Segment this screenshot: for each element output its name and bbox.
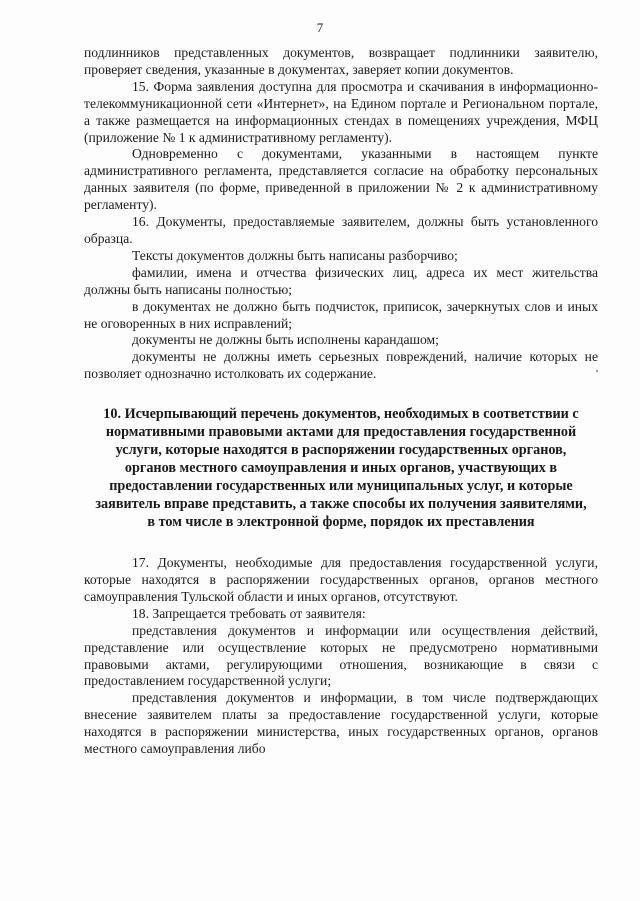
requirement-no-pencil: документы не должны быть исполнены карандашом; [132, 332, 439, 348]
paragraph-continuation: подлинников представленных документов, возвращает подлинники заявителю, проверяет сведения, указанные в документах, заверяет копии документов. [84, 45, 598, 77]
scan-speck [596, 370, 598, 372]
bottom-section [84, 555, 598, 758]
requirement-legible: Тексты документов должны быть написаны разборчиво; [132, 247, 458, 263]
requirement-no-damage: документы не должны иметь серьезных повреждений, наличие которых не позволяет однозначно истолковать их содержание. [84, 349, 598, 382]
paragraph-consent: Одновременно с документами, указанными в настоящем пункте административного регламента, представляется согласие на обработку персональных данных заявителя (по форме, приведенной в приложении № 2 к административному регламенту). [84, 146, 598, 213]
page-number: 7 [316, 20, 324, 35]
paragraph-18: 18. Запрещается требовать от заявителя: [132, 605, 366, 621]
paragraph-17: 17. Документы, необходимые для предоставления государственной услуги, которые находятся в распоряжении государственных органов, органов местного самоуправления Тульской области и иных органов, отсутствуют. [84, 555, 598, 604]
section-heading-10: 10. Исчерпывающий перечень документов, необходимых в соответствии с нормативными правовыми актами для предоставления государственной услуги, которые находятся в распоряжении государственных органов, органов местного самоуправления и иных органов, участвующих в предоставлении государственных или муниципальных услуг, и которые заявитель вправе представить, а также способы их получения заявителями, в том числе в электронной форме, порядок их преставления [95, 406, 587, 531]
paragraph-16: 16. Документы, предоставляемые заявителем, должны быть установленного образца. [84, 214, 598, 246]
paragraph-15: 15. Форма заявления доступна для просмотра и скачивания в информационно-телекоммуникационной сети «Интернет», на Едином портале и Региональном портале, а также размещается на информационных стендах в помещениях учреждения, МФЦ (приложение № 1 к административному регламенту). [84, 78, 598, 145]
prohibition-extra-documents: представления документов и информации или осуществления действий, представление или осуществление которых не предусмотрено нормативными правовыми актами, регулирующими отношения, возникающие в связи с предоставлением государственной услуги; [84, 622, 598, 689]
prohibition-held-documents: представления документов и информации, в том числе подтверждающих внесение заявителем платы за предоставление государственной услуги, которые находятся в распоряжении министерства, иных государственных органов, органов местного самоуправления либо [84, 690, 598, 757]
page-body [84, 45, 598, 758]
top-section [84, 45, 598, 383]
requirement-full-names: фамилии, имена и отчества физических лиц, адреса их мест жительства должны быть написаны полностью; [84, 264, 598, 297]
requirement-no-corrections: в документах не должно быть подчисток, приписок, зачеркнутых слов и иных не оговоренных в них исправлений; [84, 298, 598, 331]
